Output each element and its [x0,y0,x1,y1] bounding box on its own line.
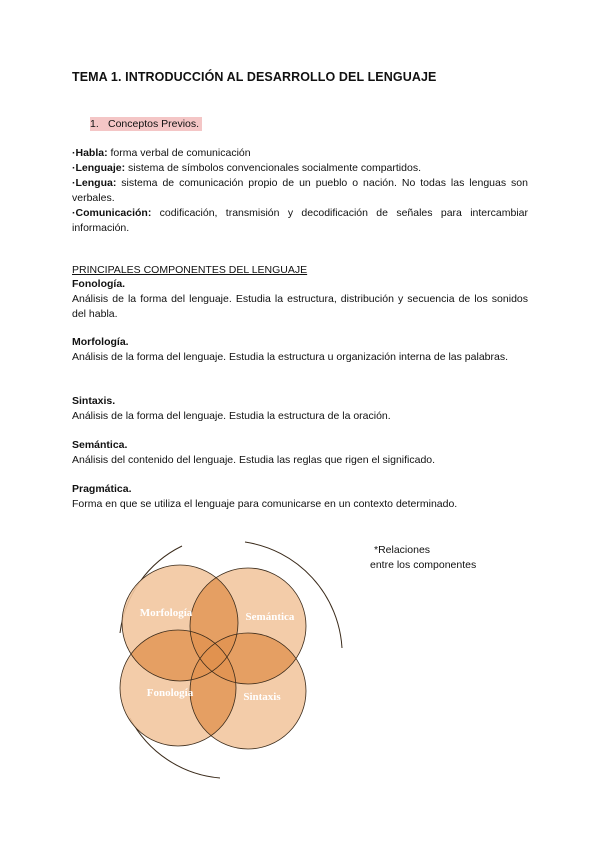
component-fonologia [72,277,528,322]
definition-item [72,176,528,206]
components-venn-diagram [110,538,350,788]
component-text: Análisis de la forma del lenguaje. Estudia la estructura u organización interna de las palabras. [72,351,509,363]
diagram-note [370,543,476,573]
component-heading: Pragmática. [72,483,132,495]
component-heading: Semántica. [72,439,128,451]
component-pragmatica [72,482,528,512]
page-title: TEMA 1. INTRODUCCIÓN AL DESARROLLO DEL LENGUAJE [72,70,437,84]
note-line-1: *Relaciones [374,544,431,556]
definition-item [72,161,528,176]
component-sintaxis [72,394,528,424]
definition-text: forma verbal de comunicación [107,147,251,159]
section-number: 1. [90,118,99,130]
definition-item [72,146,528,161]
component-text: Análisis de la forma del lenguaje. Estudia la estructura, distribución y secuencia de los sonidos del habla. [72,293,528,320]
definition-term: ·Lenguaje: [72,162,126,174]
component-semantica [72,438,528,468]
component-text: Forma en que se utiliza el lenguaje para comunicarse en un contexto determinado. [72,498,458,510]
section-label: Conceptos Previos. [108,118,200,130]
definition-text: sistema de comunicación propio de un pueblo o nación. No todas las lenguas son verbales. [72,177,528,204]
component-morfologia [72,335,528,365]
definition-term: ·Habla: [72,147,108,159]
definition-text: sistema de símbolos convencionales socialmente compartidos. [125,162,421,174]
component-text: Análisis de la forma del lenguaje. Estudia la estructura de la oración. [72,410,391,422]
label-fonologia: Fonología [146,687,194,699]
label-sintaxis: Sintaxis [243,691,281,703]
definitions-list [72,146,528,236]
component-text: Análisis del contenido del lenguaje. Estudia las reglas que rigen el significado. [72,454,436,466]
definition-term: ·Lengua: [72,177,117,189]
component-heading: Sintaxis. [72,395,116,407]
component-heading: Morfología. [72,336,129,348]
section-heading [90,117,202,131]
label-morfologia: Morfología [139,607,193,619]
definition-text: codificación, transmisión y decodificación de señales para intercambiar información. [72,207,528,234]
label-semantica: Semántica [245,611,295,623]
definition-item [72,206,528,236]
note-line-2: entre los componentes [370,559,477,571]
definition-term: ·Comunicación: [72,207,152,219]
components-title: PRINCIPALES COMPONENTES DEL LENGUAJE [72,264,308,276]
component-heading: Fonología. [72,278,126,290]
